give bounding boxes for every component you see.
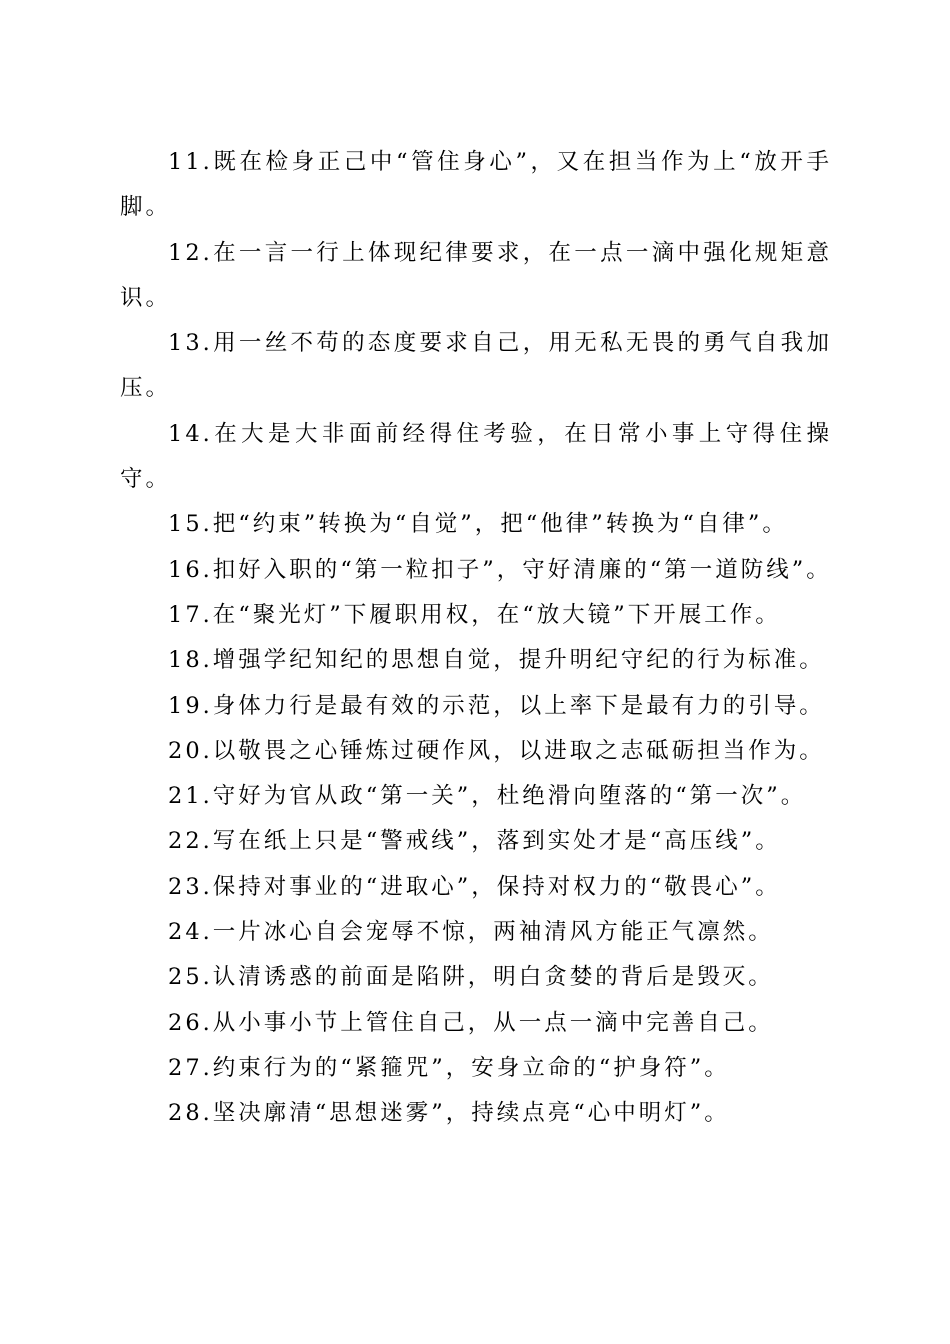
list-item: [120, 1091, 832, 1136]
item-text: 保持对事业的“进取心”，保持对权力的“敬畏心”。: [212, 873, 781, 900]
item-text: 一片冰心自会宠辱不惊，两袖清风方能正气凛然。: [212, 919, 774, 946]
item-number: 26.: [168, 1009, 213, 1036]
item-number: 22.: [168, 828, 213, 855]
list-item: [120, 774, 832, 819]
item-text: 在一言一行上体现纪律要求，在一点一滴中强化规矩意识。: [120, 239, 832, 311]
item-text: 身体力行是最有效的示范，以上率下是最有力的引导。: [212, 692, 825, 719]
item-text: 认清诱惑的前面是陷阱，明白贪婪的背后是毁灭。: [212, 964, 774, 991]
item-number: 14.: [168, 420, 213, 447]
item-number: 19.: [168, 692, 213, 719]
list-item: [120, 1046, 832, 1091]
item-number: 25.: [168, 964, 213, 991]
list-item: [120, 593, 832, 638]
item-number: 28.: [168, 1100, 213, 1127]
list-item: [120, 865, 832, 910]
item-number: 16.: [168, 556, 213, 583]
item-text: 在大是大非面前经得住考验，在日常小事上守得住操守。: [120, 420, 832, 493]
list-item: [120, 548, 832, 593]
list-item: [120, 638, 832, 683]
item-number: 13.: [168, 330, 213, 357]
list-item: [120, 412, 832, 503]
list-item: [120, 819, 832, 864]
item-text: 写在纸上只是“警戒线”，落到实处才是“高压线”。: [212, 828, 781, 855]
item-text: 增强学纪知纪的思想自觉，提升明纪守纪的行为标准。: [212, 647, 825, 674]
list-item: [120, 321, 832, 412]
list-item: [120, 910, 832, 955]
item-text: 约束行为的“紧箍咒”，安身立命的“护身符”。: [212, 1054, 730, 1081]
item-text: 把“约束”转换为“自觉”，把“他律”转换为“自律”。: [212, 511, 788, 538]
list-item: [120, 729, 832, 774]
item-number: 21.: [168, 783, 213, 810]
item-text: 坚决廓清“思想迷雾”，持续点亮“心中明灯”。: [212, 1100, 730, 1127]
item-number: 12.: [168, 239, 213, 266]
item-text: 守好为官从政“第一关”，杜绝滑向堕落的“第一次”。: [212, 783, 807, 810]
item-text: 以敬畏之心锤炼过硬作风，以进取之志砥砺担当作为。: [212, 737, 825, 764]
item-number: 23.: [168, 873, 213, 900]
item-number: 17.: [168, 601, 213, 628]
document-body: [120, 140, 832, 1137]
list-item: [120, 502, 832, 547]
list-item: [120, 1001, 832, 1046]
item-number: 27.: [168, 1054, 213, 1081]
item-text: 从小事小节上管住自己，从一点一滴中完善自己。: [212, 1009, 774, 1036]
list-item: [120, 955, 832, 1000]
list-item: [120, 231, 832, 322]
item-number: 18.: [168, 647, 213, 674]
item-text: 在“聚光灯”下履职用权，在“放大镜”下开展工作。: [212, 601, 781, 628]
item-number: 20.: [168, 737, 213, 764]
item-text: 用一丝不苟的态度要求自己，用无私无畏的勇气自我加压。: [120, 330, 832, 402]
item-number: 11.: [168, 149, 213, 175]
item-number: 24.: [168, 919, 213, 946]
list-item: [120, 140, 832, 231]
list-item: [120, 684, 832, 729]
item-number: 15.: [168, 511, 213, 538]
item-text: 扣好入职的“第一粒扣子”，守好清廉的“第一道防线”。: [212, 556, 832, 583]
item-text: 既在检身正己中“管住身心”，又在担当作为上“放开手脚。: [120, 149, 832, 221]
